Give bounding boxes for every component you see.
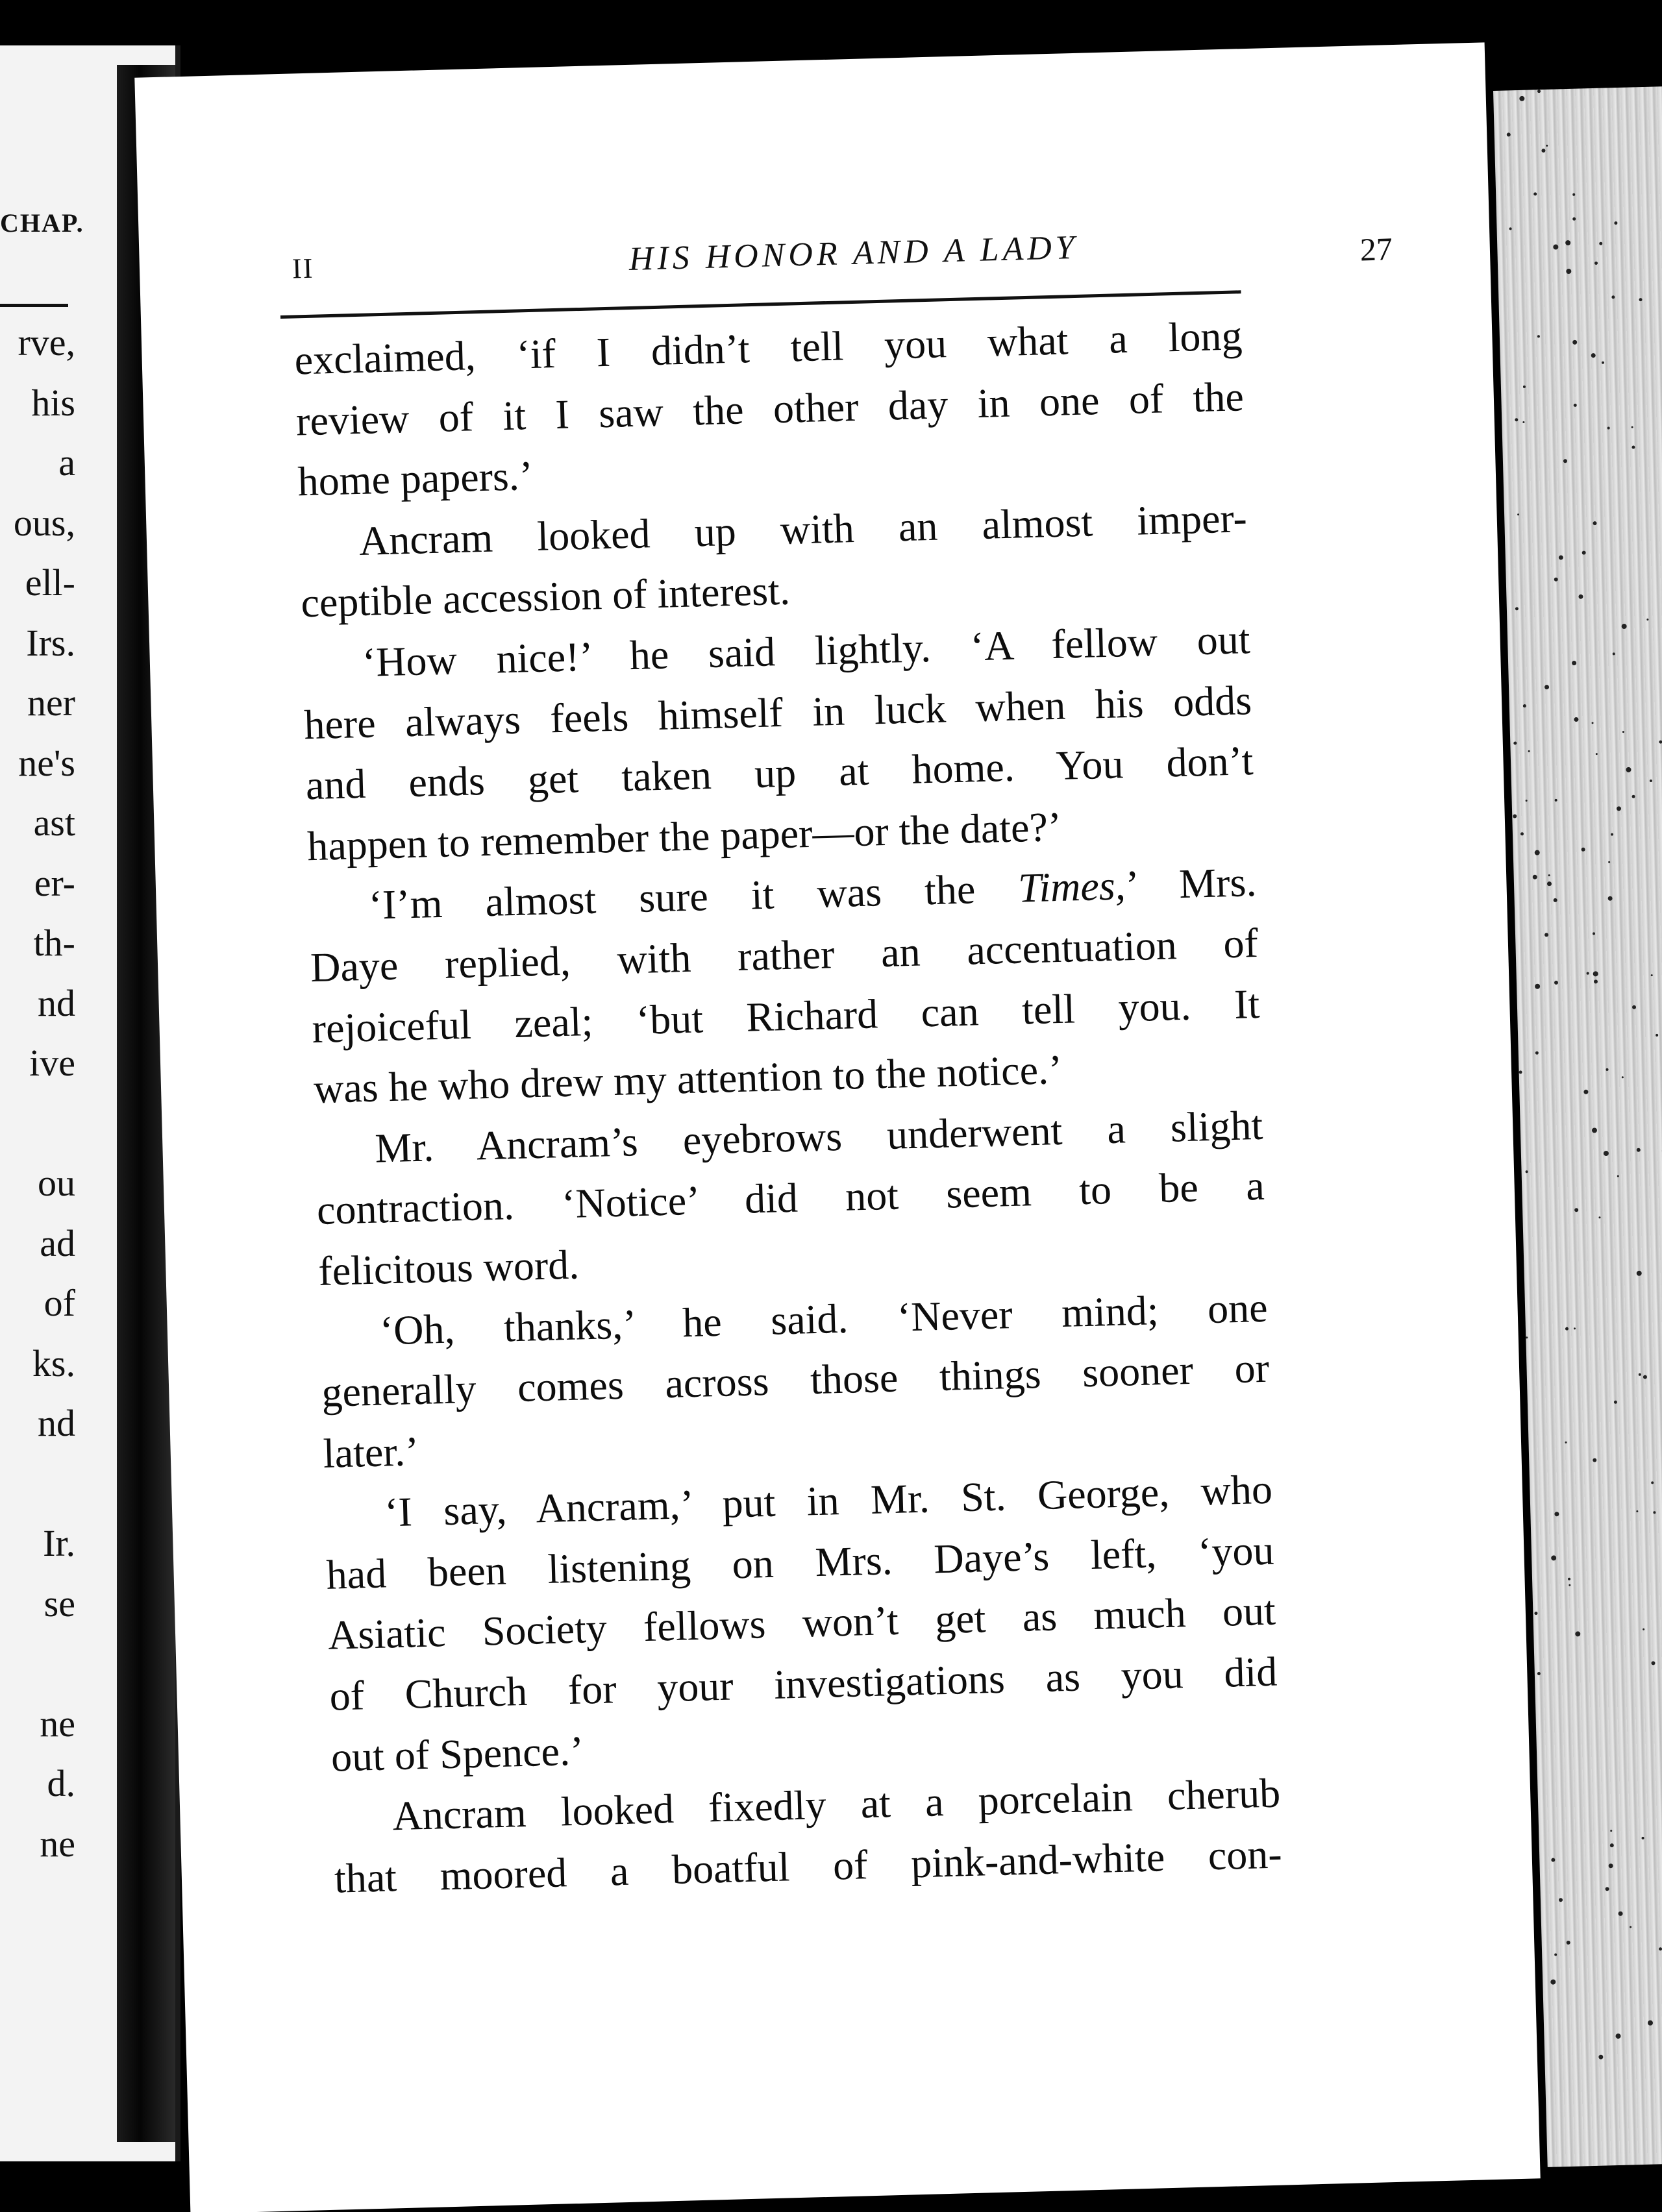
text-line: Daye replied, with rather an accentuation of	[310, 919, 1259, 991]
edge-speck	[1575, 1631, 1580, 1636]
edge-speck	[1599, 242, 1602, 245]
edge-speck	[1610, 1843, 1614, 1847]
text-line: ceptible accession of interest.	[300, 567, 791, 626]
edge-speck	[1572, 340, 1577, 345]
edge-speck	[1528, 750, 1530, 752]
edge-speck	[1567, 1941, 1570, 1945]
left-page-line	[0, 1454, 75, 1514]
edge-speck	[1639, 298, 1642, 301]
edge-speck	[1608, 896, 1613, 901]
edge-speck	[1574, 404, 1577, 407]
left-page-line: ne	[40, 1702, 75, 1745]
edge-speck	[1582, 551, 1586, 555]
edge-speck	[1631, 445, 1635, 449]
left-page-line: ous,	[13, 501, 75, 544]
text-line: felicitous word.	[317, 1241, 580, 1294]
edge-speck	[1565, 240, 1570, 245]
left-page-line: ne's	[18, 741, 75, 784]
edge-speck	[1547, 881, 1552, 886]
edge-speck	[1615, 2034, 1620, 2039]
edge-speck	[1533, 875, 1537, 879]
edge-speck	[1593, 1458, 1596, 1462]
edge-speck	[1563, 459, 1567, 463]
edge-speck	[1554, 1512, 1559, 1516]
edge-speck	[1594, 262, 1598, 265]
edge-speck	[1609, 1863, 1613, 1868]
edge-speck	[1583, 1090, 1588, 1094]
edge-speck	[1611, 295, 1615, 299]
edge-speck	[1598, 1216, 1600, 1218]
left-page-line: ner	[27, 682, 75, 724]
left-page-line: ast	[33, 802, 75, 844]
edge-speck	[1526, 1336, 1528, 1338]
edge-speck	[1507, 132, 1511, 136]
edge-speck	[1537, 1672, 1541, 1675]
edge-speck	[1519, 1070, 1522, 1074]
edge-speck	[1622, 1076, 1624, 1078]
edge-speck	[1534, 1612, 1537, 1615]
left-page-line: rve,	[18, 321, 75, 363]
edge-speck	[1544, 685, 1549, 689]
edge-speck	[1574, 1327, 1576, 1329]
edge-speck	[1613, 652, 1615, 655]
text-line: Asiatic Society fellows won’t get as much out	[327, 1588, 1276, 1659]
edge-speck	[1611, 833, 1613, 836]
edge-speck	[1559, 555, 1563, 559]
edge-speck	[1651, 1661, 1655, 1665]
edge-speck	[1513, 741, 1517, 744]
edge-speck	[1544, 933, 1548, 937]
left-page-line: ou	[38, 1162, 75, 1204]
running-title: HIS HONOR AND A LADY	[628, 228, 1079, 278]
text-line: Ancram looked up with an almost imper-	[358, 494, 1248, 564]
edge-speck	[1659, 1947, 1662, 1950]
edge-speck	[1618, 1911, 1622, 1916]
text-line: out of Spence.’	[330, 1727, 585, 1780]
text-line: Mr. Ancram’s eyebrows underwent a slight	[374, 1101, 1264, 1172]
edge-speck	[1643, 1375, 1647, 1379]
edge-speck	[1630, 1926, 1631, 1928]
text-line: Ancram looked fixedly at a porcelain cherub	[391, 1769, 1281, 1839]
edge-speck	[1554, 1953, 1557, 1956]
edge-speck	[1526, 1170, 1528, 1173]
edge-speck	[1515, 418, 1518, 421]
edge-speck	[1602, 362, 1604, 364]
edge-speck	[1551, 1555, 1556, 1560]
text-line: that moored a boatful of pink-and-white con-	[334, 1830, 1283, 1902]
text-line: generally comes across those things sooner or	[321, 1344, 1270, 1416]
edge-speck	[1622, 624, 1627, 629]
edge-speck	[1520, 832, 1524, 835]
left-page-line: ks.	[32, 1342, 75, 1384]
edge-speck	[1541, 149, 1545, 153]
edge-speck	[1513, 814, 1517, 818]
edge-speck	[1617, 1175, 1619, 1177]
edge-speck	[1551, 1858, 1555, 1862]
edge-speck	[1592, 1127, 1597, 1133]
text-line: rejoiceful zeal; ‘but Richard can tell you. It	[311, 980, 1261, 1051]
edge-speck	[1643, 1628, 1644, 1630]
edge-speck	[1594, 979, 1598, 983]
left-page-line: Irs.	[26, 621, 75, 664]
edge-speck	[1581, 848, 1585, 852]
edge-speck	[1535, 1051, 1539, 1055]
edge-speck	[1535, 984, 1540, 989]
left-page-line: a	[58, 441, 75, 484]
edge-speck	[1639, 1373, 1641, 1376]
edge-speck	[1641, 1837, 1644, 1839]
text-segment: ’ Mrs.	[1124, 859, 1258, 909]
edge-speck	[1565, 1442, 1567, 1444]
text-line: of Church for your investigations as you did	[329, 1648, 1278, 1719]
text-line: ‘How nice!’ he said lightly. ‘A fellow out	[362, 616, 1251, 685]
edge-speck	[1636, 1510, 1638, 1512]
left-page-line: ad	[40, 1222, 75, 1264]
edge-speck	[1546, 145, 1548, 147]
edge-speck	[1617, 806, 1621, 811]
left-page-line: se	[43, 1582, 75, 1625]
left-page-line: d.	[47, 1762, 75, 1804]
edge-speck	[1548, 874, 1550, 876]
edge-speck	[1559, 1898, 1563, 1902]
text-line: was he who drew my attention to the notice.’	[313, 1046, 1063, 1112]
edge-speck	[1517, 513, 1519, 515]
text-line: exclaimed, ‘if I didn’t tell you what a long	[293, 312, 1243, 384]
edge-speck	[1572, 193, 1575, 196]
edge-speck	[1607, 426, 1610, 429]
edge-speck	[1631, 426, 1633, 428]
edge-speck	[1604, 1151, 1609, 1156]
chapter-numeral: II	[291, 252, 314, 285]
edge-speck	[1622, 731, 1624, 733]
text-line: home papers.’	[297, 452, 534, 505]
edge-speck	[1554, 981, 1558, 985]
edge-speck	[1522, 421, 1524, 423]
edge-speck	[1631, 795, 1635, 798]
left-page-line: ive	[29, 1042, 75, 1084]
edge-speck	[1598, 2055, 1603, 2059]
edge-speck	[1568, 1578, 1570, 1580]
edge-speck	[1572, 661, 1576, 665]
left-page-line: ne	[40, 1822, 75, 1865]
edge-speck	[1646, 619, 1648, 621]
edge-speck	[1537, 90, 1541, 93]
edge-speck	[1566, 269, 1571, 274]
edge-speck	[1637, 1271, 1642, 1276]
edge-speck	[1574, 1208, 1578, 1212]
edge-speck	[1550, 1979, 1556, 1984]
edge-speck	[1650, 780, 1652, 782]
edge-speck	[1554, 898, 1557, 902]
text-line: contraction. ‘Notice’ did not seem to be a	[316, 1162, 1265, 1234]
edge-speck	[1535, 850, 1540, 855]
text-line: later.’	[322, 1427, 420, 1477]
page-number: 27	[1359, 230, 1393, 268]
left-page-line: of	[43, 1282, 75, 1324]
edge-speck	[1651, 1481, 1654, 1484]
edge-speck	[1593, 932, 1595, 935]
text-line: ‘I say, Ancram,’ put in Mr. St. George, who	[384, 1466, 1273, 1536]
edge-speck	[1519, 96, 1524, 101]
left-page-line: his	[31, 381, 75, 424]
left-page-line-endings	[0, 313, 75, 1874]
left-page-line	[0, 1094, 75, 1154]
edge-speck	[1592, 722, 1594, 724]
left-page-line: ell-	[25, 561, 75, 604]
edge-speck	[1606, 1887, 1609, 1891]
edge-speck	[1648, 2021, 1653, 2026]
left-page-line: er-	[34, 861, 75, 904]
text-line: here always feels himself in luck when his odds	[303, 676, 1252, 748]
edge-speck	[1610, 1830, 1612, 1832]
edge-speck	[1614, 1401, 1617, 1404]
edge-speck	[1526, 800, 1528, 802]
edge-speck	[1515, 607, 1519, 610]
edge-speck	[1509, 227, 1512, 230]
left-page-header: CHAP.	[0, 208, 84, 238]
edge-speck	[1572, 217, 1576, 221]
edge-speck	[1578, 595, 1583, 599]
edge-speck	[1533, 192, 1537, 195]
running-header	[269, 219, 1419, 301]
edge-speck	[1569, 1584, 1570, 1586]
edge-speck	[1593, 521, 1596, 525]
edge-speck	[1632, 1005, 1636, 1009]
edge-speck	[1653, 1511, 1656, 1514]
left-page-line: nd	[38, 981, 75, 1024]
edge-speck	[1555, 799, 1557, 802]
body-text	[294, 305, 1283, 1909]
edge-speck	[1656, 1034, 1658, 1037]
edge-speck	[1537, 335, 1540, 338]
left-page-line: th-	[33, 922, 75, 964]
text-line: and ends get taken up at home. You don’t	[304, 737, 1254, 809]
edge-speck	[1523, 704, 1526, 707]
book-page	[134, 42, 1540, 2212]
text-line: ‘Oh, thanks,’ he said. ‘Never mind; one	[378, 1284, 1269, 1354]
edge-speck	[1553, 244, 1558, 249]
edge-speck	[1651, 974, 1653, 976]
text-line: had been listening on Mrs. Daye’s left, ‘you	[325, 1527, 1275, 1598]
text-line: review of it I saw the other day in one of the	[295, 373, 1245, 445]
edge-speck	[1596, 753, 1598, 755]
edge-speck	[1574, 717, 1578, 722]
edge-speck	[1626, 767, 1631, 772]
edge-speck	[1554, 578, 1558, 582]
left-page-line: nd	[38, 1402, 75, 1444]
text-line: happen to remember the paper—or the date?’	[306, 803, 1063, 869]
italic-title: Times,	[1017, 862, 1126, 911]
left-page-line: Ir.	[43, 1522, 75, 1564]
edge-speck	[1591, 353, 1596, 358]
edge-speck	[1659, 741, 1662, 744]
edge-speck	[1608, 861, 1610, 863]
edge-speck	[1593, 971, 1598, 976]
edge-speck	[1637, 1148, 1641, 1152]
left-page-line	[0, 1634, 75, 1694]
text-segment: ‘I’m almost sure it was the	[367, 865, 1019, 929]
left-header-rule	[0, 304, 68, 307]
edge-speck	[1565, 1327, 1569, 1331]
edge-speck	[1606, 1068, 1608, 1071]
edge-speck	[1523, 386, 1526, 388]
edge-speck	[1587, 972, 1589, 975]
edge-speck	[1614, 221, 1617, 225]
